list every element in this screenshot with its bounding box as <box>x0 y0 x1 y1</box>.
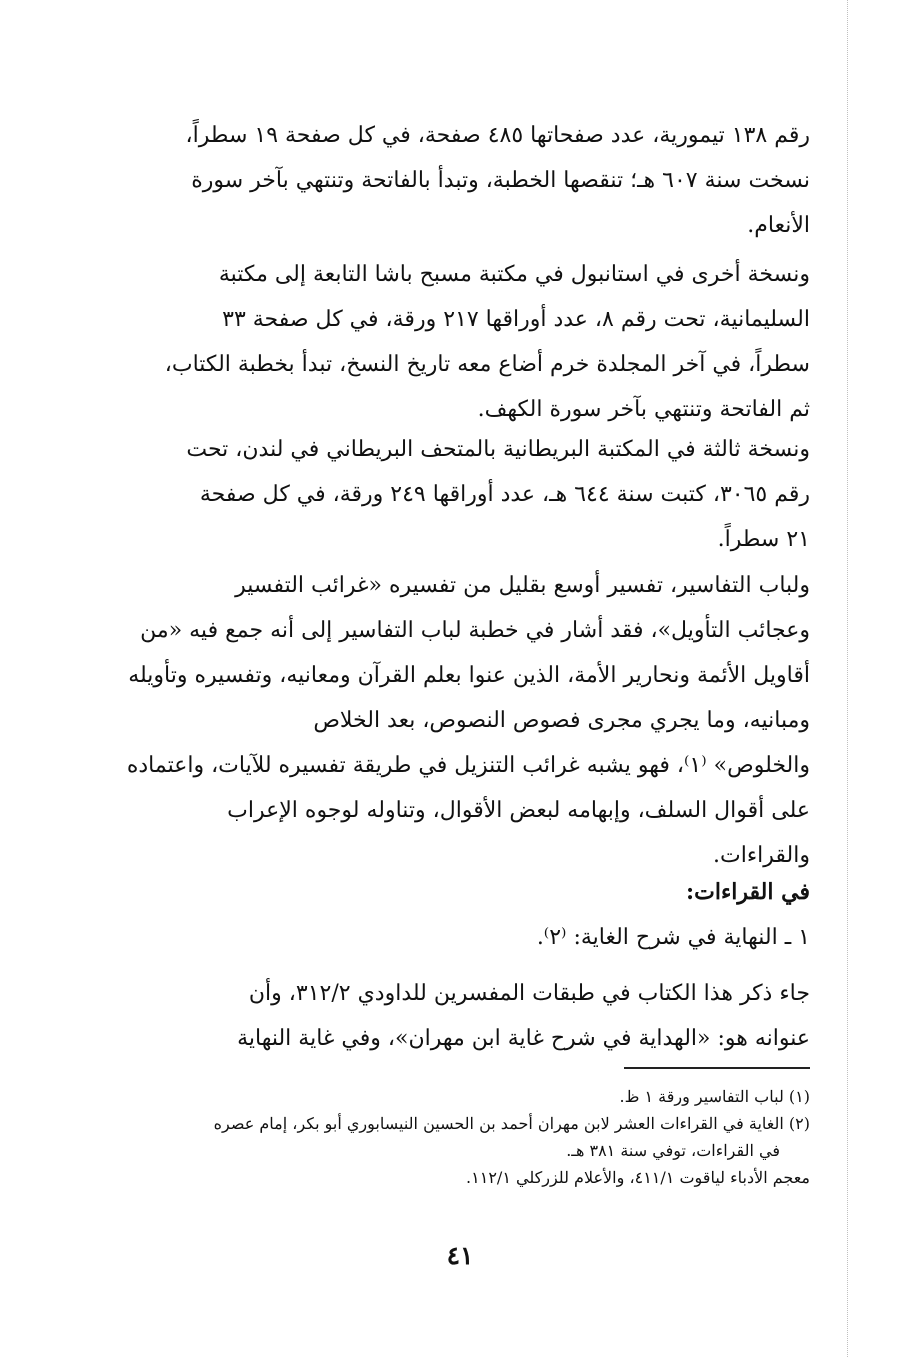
paragraph-manuscript-istanbul <box>120 252 810 432</box>
list-item: ١ ـ النهاية في شرح الغاية: ⁽٢⁾. <box>536 925 810 950</box>
body-line: على أقوال السلف، وإبهامه لبعض الأقوال، وتناوله لوجوه الإعراب <box>227 798 810 823</box>
paragraph-nihaya <box>120 971 810 1061</box>
body-line: ٢١ سطراً. <box>717 527 810 552</box>
footnote-reference: معجم الأدباء لياقوت ٤١١/١، والأعلام للزركلي ١١٢/١. <box>466 1168 810 1187</box>
body-line: ونسخة ثالثة في المكتبة البريطانية بالمتحف البريطاني في لندن، تحت <box>186 437 810 462</box>
section-heading: في القراءات: <box>686 879 810 905</box>
footnote-1: (١) لباب التفاسير ورقة ١ ظ. <box>619 1087 810 1106</box>
footnote-divider <box>624 1067 810 1069</box>
footnotes <box>120 1083 810 1191</box>
paragraph-manuscript-london <box>120 427 810 562</box>
body-line: رقم ٣٠٦٥، كتبت سنة ٦٤٤ هـ، عدد أوراقها ٢٤٩ ورقة، في كل صفحة <box>199 482 810 507</box>
scan-edge-dots <box>845 0 848 1357</box>
body-line: والقراءات. <box>713 843 810 868</box>
paragraph-lubab-tafasir <box>120 563 810 878</box>
body-line: عنوانه هو: «الهداية في شرح غاية ابن مهران»، وفي غاية النهاية <box>237 1026 810 1051</box>
body-line: وعجائب التأويل»، فقد أشار في خطبة لباب التفاسير إلى أنه جمع فيه «من <box>140 618 810 643</box>
body-line: ونسخة أخرى في استانبول في مكتبة مسبح باشا التابعة إلى مكتبة <box>218 262 810 287</box>
body-line: الأنعام. <box>747 213 810 238</box>
body-line: والخلوص» ⁽١⁾، فهو يشبه غرائب التنزيل في طريقة تفسيره للآيات، واعتماده <box>126 753 810 778</box>
body-line: رقم ١٣٨ تيمورية، عدد صفحاتها ٤٨٥ صفحة، في كل صفحة ١٩ سطراً، <box>185 123 810 148</box>
footnote-2-continued: في القراءات، توفي سنة ٣٨١ هـ. <box>566 1141 780 1160</box>
paragraph-manuscript-taymuriyya <box>120 113 810 248</box>
body-line: ولباب التفاسير، تفسير أوسع بقليل من تفسيره «غرائب التفسير <box>235 573 810 598</box>
body-line: أقاويل الأئمة ونحارير الأمة، الذين عنوا بعلم القرآن ومعانيه، وتفسيره وتأويله <box>128 663 810 688</box>
page-number: ٤١ <box>446 1241 474 1270</box>
section-qiraat <box>120 870 810 960</box>
body-line: ومبانيه، وما يجري مجرى فصوص النصوص، بعد الخلاص <box>313 708 810 733</box>
body-line: ثم الفاتحة وتنتهي بآخر سورة الكهف. <box>477 397 810 422</box>
body-line: جاء ذكر هذا الكتاب في طبقات المفسرين للداودي ٣١٢/٢، وأن <box>248 981 810 1006</box>
body-line: سطراً، في آخر المجلدة خرم أضاع معه تاريخ النسخ، تبدأ بخطبة الكتاب، <box>164 352 810 377</box>
body-line: السليمانية، تحت رقم ٨، عدد أوراقها ٢١٧ ورقة، في كل صفحة ٣٣ <box>222 307 810 332</box>
footnote-2: (٢) الغاية في القراءات العشر لابن مهران أحمد بن الحسين النيسابوري أبو بكر، إمام عصره <box>213 1114 810 1133</box>
body-line: نسخت سنة ٦٠٧ هـ؛ تنقصها الخطبة، وتبدأ بالفاتحة وتنتهي بآخر سورة <box>191 168 810 193</box>
